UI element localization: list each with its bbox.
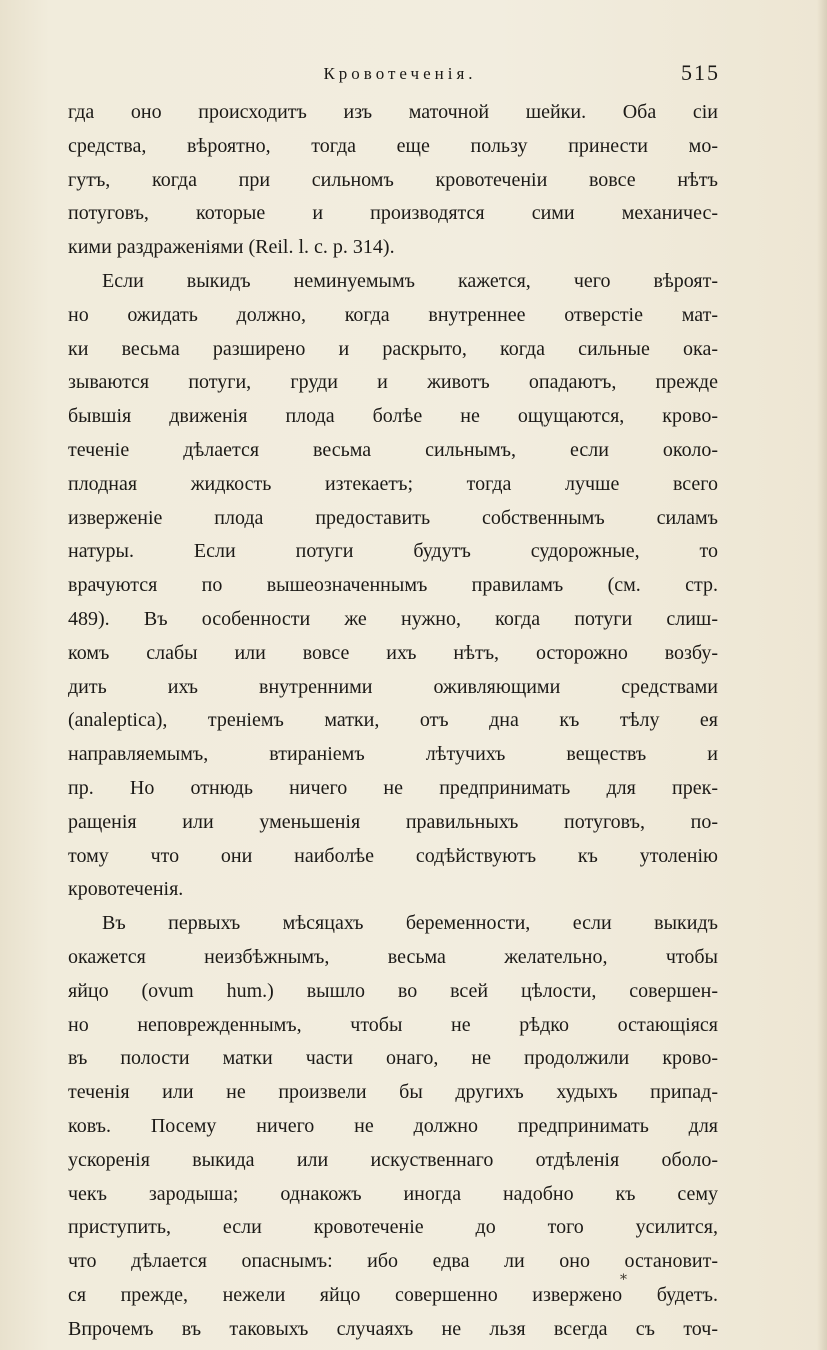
text-line: тому что они наиболѣе содѣйствуютъ къ утоленію [68,844,718,867]
text-line: кими раздраженіями (Reil. l. c. p. 314). [68,236,395,259]
body-text [68,96,718,1346]
text-line: ращенія или уменьшенія правильныхъ потуговъ, по- [68,810,718,833]
text-line: пр. Но отнюдь ничего не предпринимать для прек- [68,776,718,799]
text-line: потуговъ, которые и производятся сими механичес- [68,202,718,225]
page-header [80,60,720,90]
text-line: ускоренія выкида или искуственнаго отдѣленія оболо- [68,1148,718,1171]
text-line: яйцо (ovum hum.) вышло во всей цѣлости, совершен- [68,979,718,1002]
paragraph-start-line: Если выкидъ неминуемымъ кажется, чего вѣроят- [102,269,718,292]
text-line: теченія или не произвели бы другихъ худыхъ припад- [68,1081,718,1104]
text-line: зываются потуги, груди и животъ опадаютъ, прежде [68,371,718,394]
text-line: натуры. Если потуги будутъ судорожные, то [68,540,718,563]
text-line: чекъ зародыша; однакожъ иногда надобно къ сему [68,1182,718,1205]
text-line: бывшія движенія плода болѣе не ощущаются, крово- [68,405,718,428]
text-line: средства, вѣроятно, тогда еще пользу принести мо- [68,134,718,157]
text-line: гутъ, когда при сильномъ кровотеченіи вовсе нѣтъ [68,168,718,191]
text-line: но неповрежденнымъ, чтобы не рѣдко остающіяся [68,1013,718,1036]
text-line: дить ихъ внутренними оживляющими средствами [68,675,718,698]
text-line: ковъ. Посему ничего не должно предпринимать для [68,1114,718,1137]
text-line: ки весьма разширено и раскрыто, когда сильные ока- [68,337,718,360]
text-line: 489). Въ особенности же нужно, когда потуги слиш- [68,607,718,630]
text-line: приступить, если кровотеченіе до того усилится, [68,1216,718,1239]
text-line: Впрочемъ въ таковыхъ случаяхъ не льзя всегда съ точ- [68,1317,718,1340]
text-line: теченіе дѣлается весьма сильнымъ, если около- [68,438,718,461]
page-edge-shadow [817,0,827,1350]
text-line: направляемымъ, втираніемъ лѣтучихъ веществъ и [68,743,718,766]
text-line: кровотеченія. [68,878,184,901]
text-line: въ полости матки части онаго, не продолжили крово- [68,1047,718,1070]
text-line: окажется неизбѣжнымъ, весьма желательно, чтобы [68,945,718,968]
running-head: Кровотеченія. [323,64,477,83]
text-line: ся прежде, нежели яйцо совершенно извержено будетъ. [68,1283,718,1306]
text-line: врачуются по вышеозначеннымъ правиламъ (см. стр. [68,574,718,597]
text-line: (analeptica), треніемъ матки, отъ дна къ тѣлу ея [68,709,718,732]
text-line: плодная жидкость изтекаетъ; тогда лучше всего [68,472,718,495]
page-number: 515 [681,60,720,85]
signature-mark: * [620,1272,627,1288]
text-line: что дѣлается опаснымъ: ибо едва ли оно остановит- [68,1250,718,1273]
paragraph-start-line: Въ первыхъ мѣсяцахъ беременности, если выкидъ [102,912,718,935]
text-line: но ожидать должно, когда внутреннее отверстіе мат- [68,303,718,326]
text-line: изверженіе плода предоставить собственнымъ силамъ [68,506,718,529]
text-line: гда оно происходитъ изъ маточной шейки. Оба сіи [68,101,718,123]
text-line: комъ слабы или вовсе ихъ нѣтъ, осторожно возбу- [68,641,718,664]
